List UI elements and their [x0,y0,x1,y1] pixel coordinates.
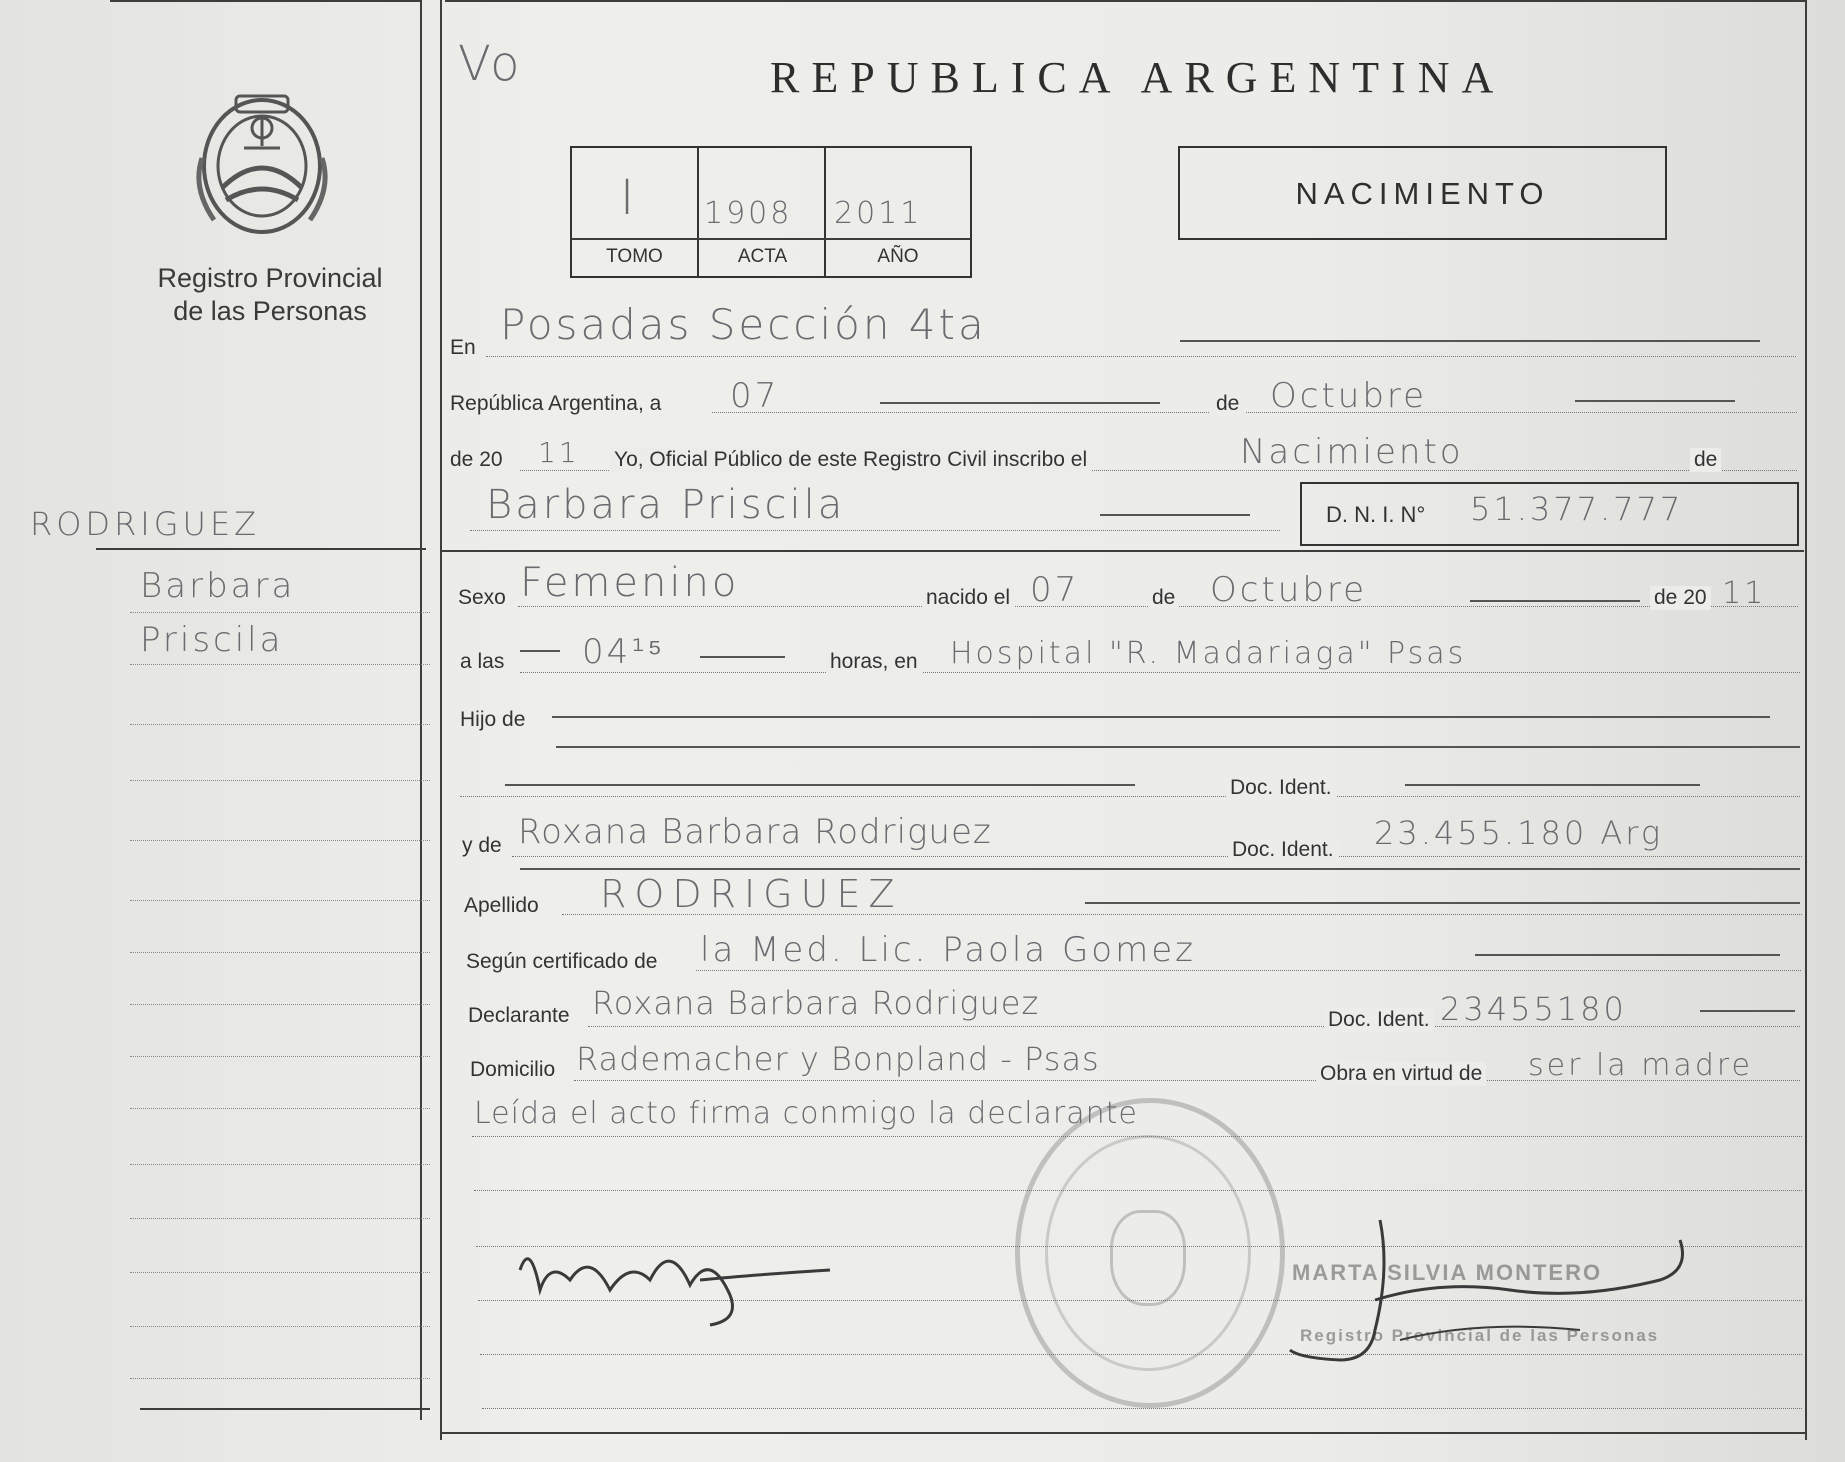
year-prefix-label: de 20 [450,448,503,471]
bottom-rule [440,1432,1805,1434]
doc-ident-label3: Doc. Ident. [1324,1008,1434,1032]
doc-ident-label: Doc. Ident. [1226,776,1336,800]
name-value: Barbara Priscila [486,482,846,528]
registry-line2: de las Personas [173,296,367,326]
mother-value: Roxana Barbara Rodriguez [518,812,992,852]
inscribo-label: Yo, Oficial Público de este Registro Civil inscribo el [610,448,1091,472]
left-signature [500,1220,840,1330]
margin-surname: RODRIGUEZ [30,505,261,543]
apellido-label: Apellido [464,894,539,917]
en-label: En [450,336,476,359]
dni-box [1300,482,1799,546]
birth-day: 07 [1030,570,1080,610]
document-type: NACIMIENTO [1295,176,1550,211]
anio-label: AÑO [877,246,919,267]
dni-value: 51.377.777 [1470,490,1684,528]
hour-value: 04¹⁵ [582,632,665,672]
declarante-label: Declarante [468,1004,570,1027]
sexo-label: Sexo [458,586,506,609]
inscribo-value: Nacimiento [1240,432,1464,472]
de-label: de [1210,392,1245,416]
page-title: REPUBLICA ARGENTINA [770,53,1506,102]
birth-year: 11 [1722,576,1767,611]
year-value: 11 [538,436,580,469]
horas-label: horas, en [826,650,922,674]
mother-doc: 23.455.180 Arg [1374,814,1664,852]
document-type-box [1178,146,1667,240]
left-bottom-rule [140,1408,430,1410]
segun-label: Según certificado de [466,950,658,973]
officer-signature [1280,1210,1700,1370]
declarante-value: Roxana Barbara Rodriguez [592,984,1040,1022]
stamp-name: MARTA SILVIA MONTERO [1292,1260,1603,1285]
right-edge-rule [1805,0,1807,1440]
margin-name1: Barbara [140,566,296,606]
place-value: Hospital "R. Madariaga" Psas [950,636,1467,671]
form-column-rule [440,0,442,1440]
de-label2: de [1690,448,1721,472]
declarante-doc: 23455180 [1440,990,1627,1028]
en-value: Posadas Sección 4ta [500,300,987,349]
left-column-rule [420,0,422,1420]
hijo-label: Hijo de [460,708,526,731]
top-rule-left [110,0,422,2]
leido-value: Leída el acto firma conmigo la declarante [474,1096,1138,1131]
stamp-title: Registro Provincial de las Personas [1300,1326,1660,1345]
day-value: 07 [730,376,780,416]
de-label3: de [1148,586,1179,610]
domicilio-label: Domicilio [470,1058,556,1081]
tomo-value: I [620,170,638,226]
nacido-label: nacido el [922,586,1014,610]
yde-label: y de [462,834,502,857]
anio-value: 2011 [834,196,923,231]
record-box [570,146,972,278]
acta-label: ACTA [737,246,788,267]
sexo-value: Femenino [520,560,740,606]
apellido-value: RODRIGUEZ [600,872,903,916]
republica-label: República Argentina, a [450,392,662,415]
provincial-emblem-icon [192,88,332,238]
doc-ident-label2: Doc. Ident. [1228,838,1338,862]
de20-label: de 20 [1650,586,1711,610]
month-value: Octubre [1270,376,1428,416]
tomo-label: TOMO [606,246,663,267]
domicilio-value: Rademacher y Bonpland - Psas [576,1040,1100,1078]
obra-label: Obra en virtud de [1316,1062,1486,1086]
dni-label: D. N. I. N° [1326,502,1426,527]
coat-of-arms-icon [1110,1210,1186,1306]
segun-value: la Med. Lic. Paola Gomez [700,930,1196,970]
birth-month: Octubre [1210,570,1368,610]
obra-value: ser la madre [1528,1048,1753,1083]
top-rule-right [445,0,1805,2]
registry-line1: Registro Provincial [157,263,383,293]
registry-name [130,262,410,328]
initials-handwritten: Vo [458,36,523,92]
acta-value: 1908 [704,196,793,231]
alas-label: a las [460,650,505,673]
margin-name2: Priscila [140,620,284,660]
